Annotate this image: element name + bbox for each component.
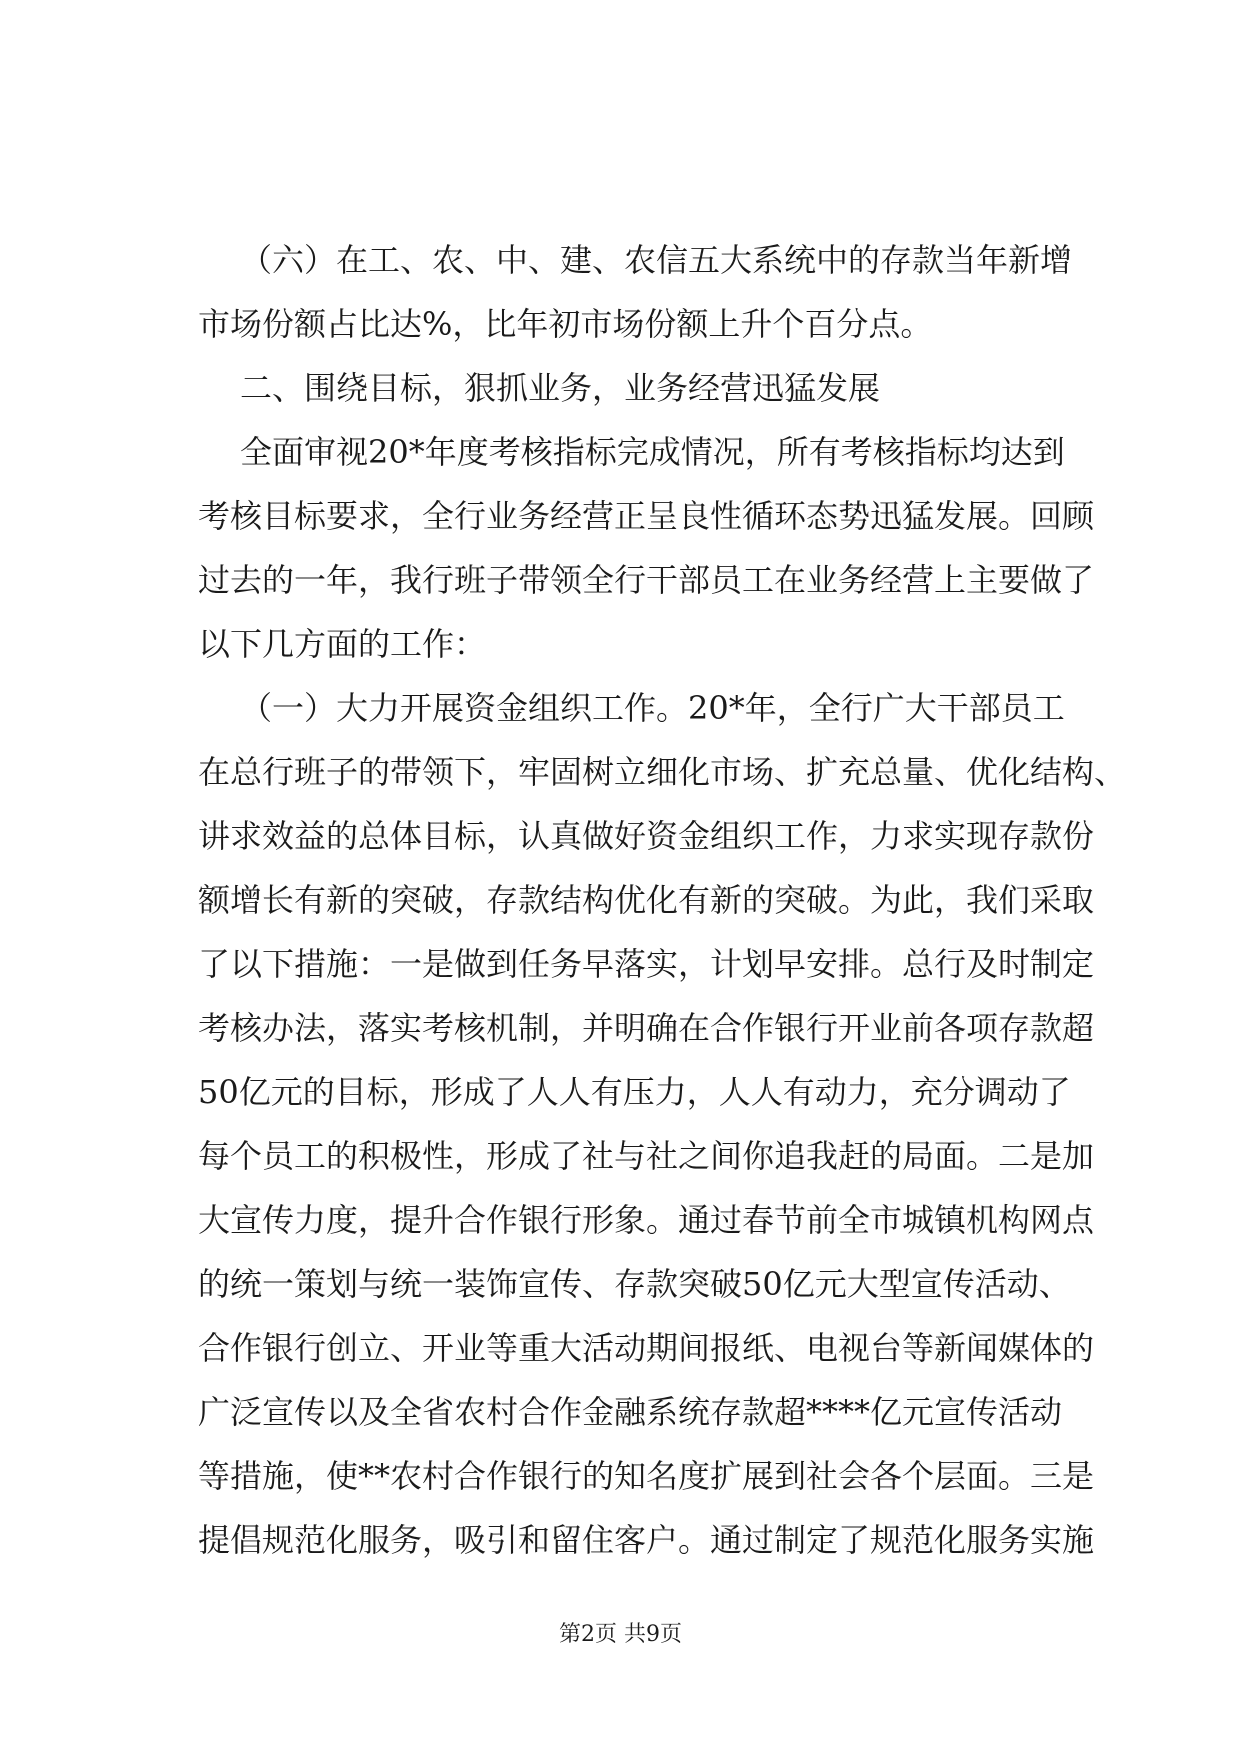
paragraph-line: 额增长有新的突破，存款结构优化有新的突破。为此，我们采取 [198,881,1095,919]
paragraph-line: 的统一策划与统一装饰宣传、存款突破50亿元大型宣传活动、 [198,1265,1071,1303]
paragraph-line: 了以下措施：一是做到任务早落实，计划早安排。总行及时制定 [198,945,1095,983]
paragraph-line: 全面审视20*年度考核指标完成情况，所有考核指标均达到 [240,433,1065,471]
paragraph-line: 以下几方面的工作： [198,625,487,663]
paragraph-line: （六）在工、农、中、建、农信五大系统中的存款当年新增 [240,241,1073,279]
section-heading: 二、围绕目标，狠抓业务，业务经营迅猛发展 [240,369,881,407]
paragraph-line: 考核办法，落实考核机制，并明确在合作银行开业前各项存款超 [198,1009,1095,1047]
paragraph-line: 合作银行创立、开业等重大活动期间报纸、电视台等新闻媒体的 [198,1329,1095,1367]
paragraph-line: 等措施，使**农村合作银行的知名度扩展到社会各个层面。三是 [198,1457,1095,1495]
paragraph-line: 50亿元的目标，形成了人人有压力，人人有动力，充分调动了 [198,1073,1071,1111]
paragraph-line: 提倡规范化服务，吸引和留住客户。通过制定了规范化服务实施 [198,1521,1095,1559]
paragraph-line: 讲求效益的总体目标，认真做好资金组织工作，力求实现存款份 [198,817,1095,855]
paragraph-line: 每个员工的积极性，形成了社与社之间你追我赶的局面。二是加 [198,1137,1095,1175]
paragraph-line: 在总行班子的带领下，牢固树立细化市场、扩充总量、优化结构、 [198,753,1127,791]
document-body [198,228,1127,1572]
paragraph-line: 大宣传力度，提升合作银行形象。通过春节前全市城镇机构网点 [198,1201,1095,1239]
paragraph-line: 市场份额占比达%，比年初市场份额上升个百分点。 [198,305,933,343]
paragraph-line: （一）大力开展资金组织工作。20*年，全行广大干部员工 [240,689,1065,727]
paragraph-line: 过去的一年，我行班子带领全行干部员工在业务经营上主要做了 [198,561,1095,599]
paragraph-line: 广泛宣传以及全省农村合作金融系统存款超****亿元宣传活动 [198,1393,1063,1431]
paragraph-line: 考核目标要求，全行业务经营正呈良性循环态势迅猛发展。回顾 [198,497,1095,535]
page-number-footer: 第2页 共9页 [559,1622,682,1647]
